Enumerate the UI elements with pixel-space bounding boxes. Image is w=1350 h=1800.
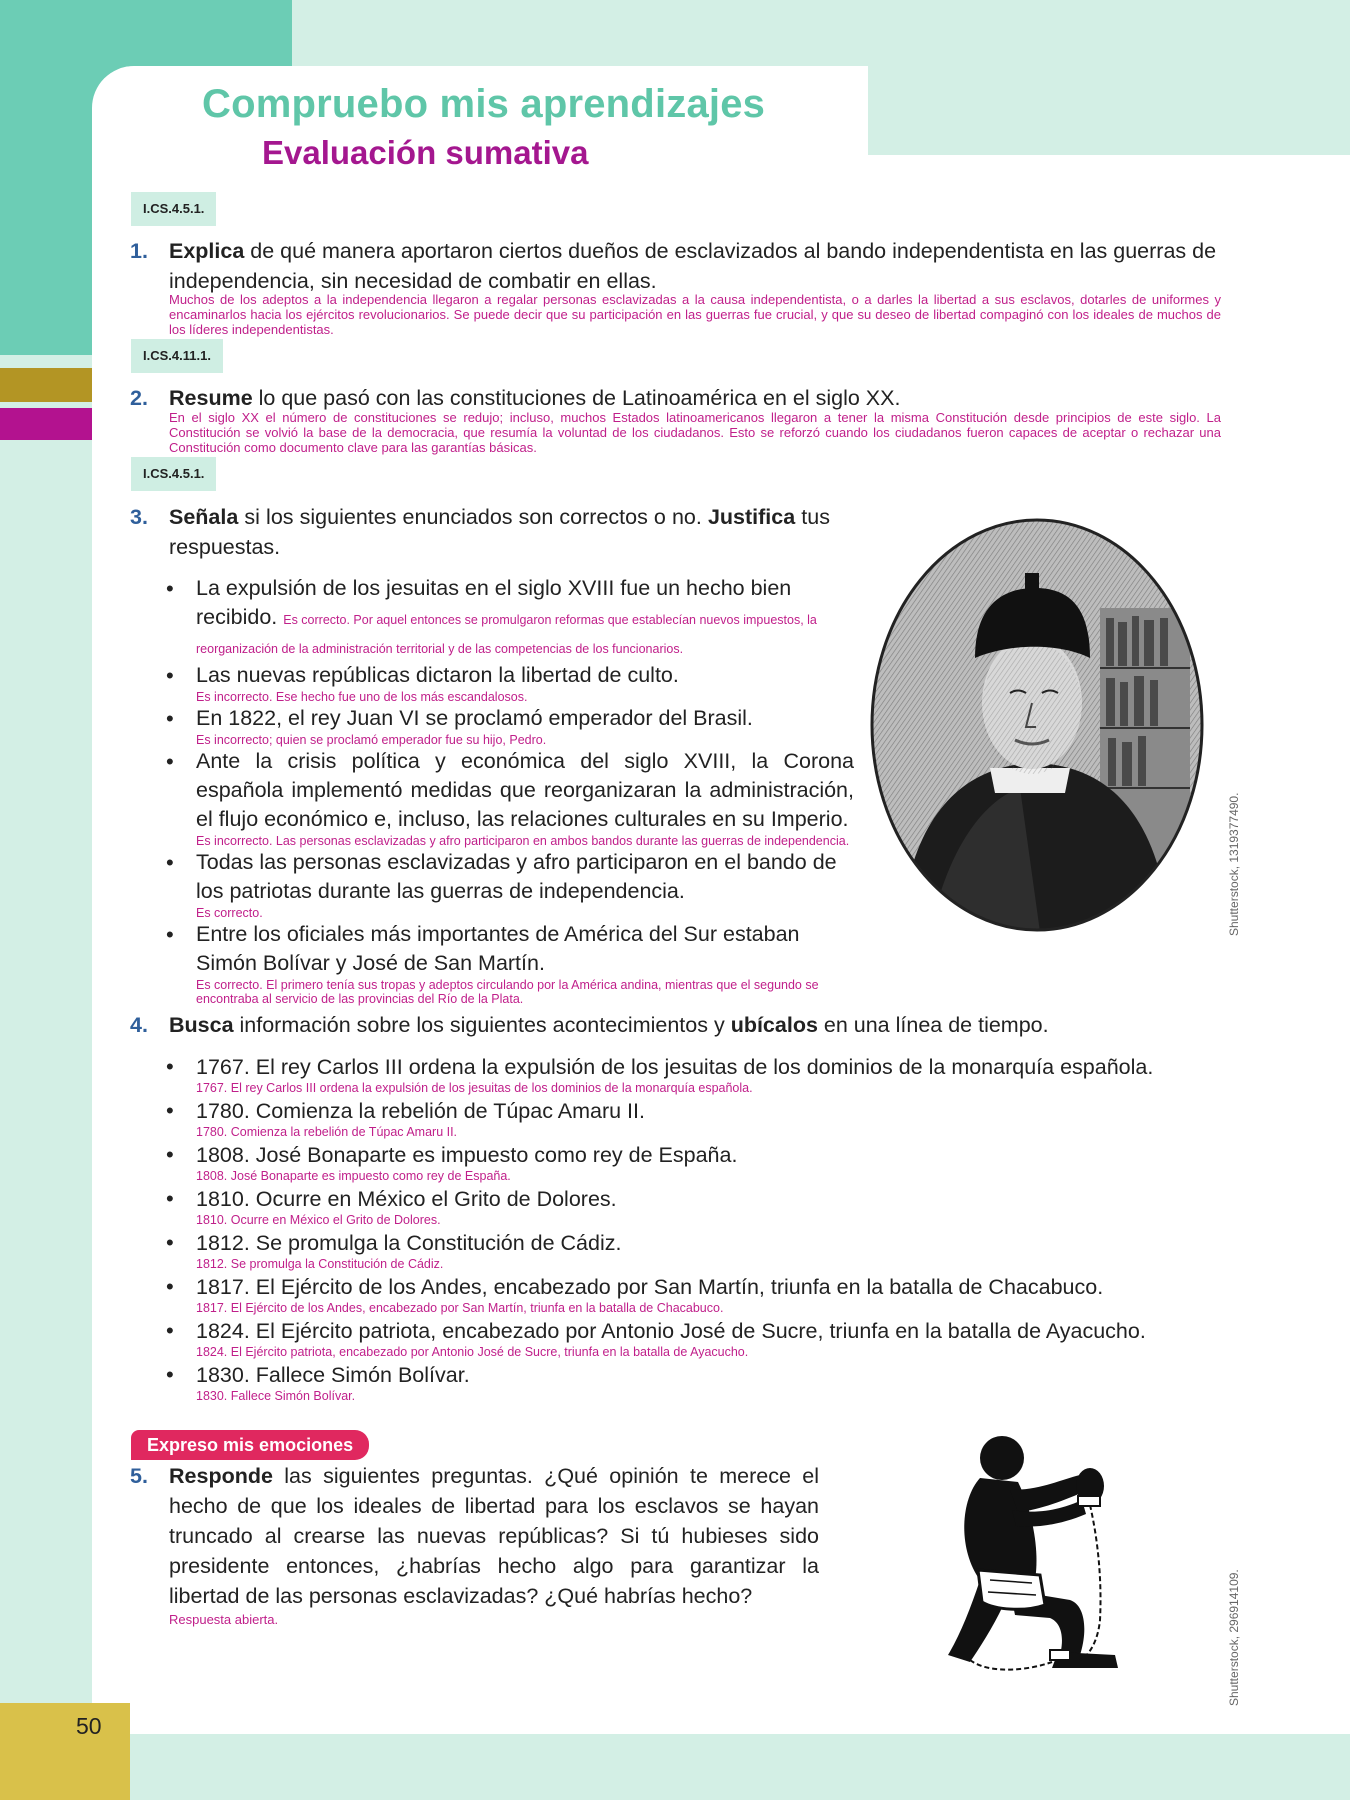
- list-item: [164, 574, 854, 661]
- question-text: tus respuestas.: [169, 505, 830, 559]
- question-3: [130, 502, 830, 562]
- page-subtitle: Evaluación sumativa: [262, 134, 589, 171]
- page-number: 50: [76, 1713, 102, 1739]
- question-number: 1.: [130, 239, 148, 263]
- question-verb: Busca: [169, 1013, 234, 1037]
- question-1: [130, 236, 1230, 296]
- statement-text: Las nuevas repúblicas dictaron la libertad de culto.: [196, 663, 679, 687]
- decorative-stripe-olive: [0, 368, 92, 402]
- event-text: 1824. El Ejército patriota, encabezado por Antonio José de Sucre, triunfa en la batalla de Ayacucho.: [196, 1319, 1146, 1343]
- question-text: información sobre los siguientes acontecimientos y: [233, 1013, 731, 1037]
- event-text: 1830. Fallece Simón Bolívar.: [196, 1363, 470, 1387]
- question-number: 5.: [130, 1464, 148, 1488]
- answer-text: 1810. Ocurre en México el Grito de Dolores.: [196, 1213, 441, 1227]
- timeline-events-list: [164, 1053, 1224, 1405]
- question-text: si los siguientes enunciados son correctos o no.: [238, 505, 708, 529]
- list-item: [164, 1361, 1224, 1403]
- enslaved-man-illustration: [940, 1430, 1150, 1690]
- page-title: Compruebo mis aprendizajes: [202, 82, 766, 126]
- question-2: [130, 383, 1230, 413]
- question-text: en una línea de tiempo.: [817, 1013, 1049, 1037]
- header-tab-background: [868, 0, 1350, 155]
- list-item: [164, 704, 854, 747]
- question-number: 4.: [130, 1013, 148, 1037]
- indicator-tag: I.CS.4.5.1.: [131, 192, 216, 226]
- question-text: lo que pasó con las constituciones de Latinoamérica en el siglo XX.: [252, 386, 901, 410]
- answer-text: Es incorrecto; quien se proclamó emperador fue su hijo, Pedro.: [196, 733, 547, 747]
- question-5: [130, 1461, 830, 1611]
- answer-text: En el siglo XX el número de constituciones se redujo; incluso, muchos Estados latinoamericanos llegaron a tener la misma Constitución desde principios de este siglo. La Constitución se volvió la base de la democracia, que resumía la voluntad de los ciudadanos. Esto se reforzó cuando los ciudadanos fueron capaces de aceptar o rechazar una Constitución como documento clave para las garantías básicas.: [169, 410, 1221, 455]
- image-credit: Shutterstock, 296914109.: [1227, 1569, 1241, 1706]
- event-text: 1767. El rey Carlos III ordena la expulsión de los jesuitas de los dominios de la monarquía española.: [196, 1055, 1154, 1079]
- indicator-tag: I.CS.4.11.1.: [131, 339, 223, 373]
- question-verb: Justifica: [707, 505, 796, 529]
- question-4: [130, 1010, 1230, 1040]
- answer-text: 1780. Comienza la rebelión de Túpac Amaru II.: [196, 1125, 458, 1139]
- indicator-tag: I.CS.4.5.1.: [131, 457, 216, 491]
- list-item: [164, 1141, 1224, 1183]
- answer-text: Es correcto.: [196, 906, 263, 920]
- statement-text: Todas las personas esclavizadas y afro participaron en el bando de los patriotas durante las guerras de independencia.: [196, 850, 837, 903]
- event-text: 1780. Comienza la rebelión de Túpac Amaru II.: [196, 1099, 645, 1123]
- event-text: 1812. Se promulga la Constitución de Cádiz.: [196, 1231, 622, 1255]
- answer-text: 1812. Se promulga la Constitución de Cádiz.: [196, 1257, 444, 1271]
- list-item: [164, 747, 854, 848]
- question-verb: Explica: [169, 239, 245, 263]
- image-credit: Shutterstock, 1319377490.: [1227, 792, 1241, 936]
- answer-text: Es correcto. El primero tenía sus tropas y adeptos circulando por la América andina, mientras que el segundo se encontraba al servicio de las provincias del Río de la Plata.: [196, 978, 819, 1006]
- event-text: 1810. Ocurre en México el Grito de Dolores.: [196, 1187, 617, 1211]
- list-item: [164, 1097, 1224, 1139]
- list-item: [164, 1185, 1224, 1227]
- question-text: de qué manera aportaron ciertos dueños de esclavizados al bando independentista en las guerras de independencia, sin necesidad de combatir en ellas.: [169, 239, 1217, 293]
- list-item: [164, 848, 854, 920]
- answer-text: Es incorrecto. Las personas esclavizadas y afro participaron en ambos bandos durante las guerras de independencia.: [196, 834, 850, 848]
- decorative-stripe-magenta: [0, 408, 92, 440]
- statement-text: Entre los oficiales más importantes de América del Sur estaban Simón Bolívar y José de San Martín.: [196, 922, 800, 975]
- answer-text: Respuesta abierta.: [169, 1612, 279, 1627]
- event-text: 1817. El Ejército de los Andes, encabezado por San Martín, triunfa en la batalla de Chacabuco.: [196, 1275, 1104, 1299]
- list-item: [164, 1317, 1224, 1359]
- event-text: 1808. José Bonaparte es impuesto como rey de España.: [196, 1143, 738, 1167]
- question-verb: ubícalos: [730, 1013, 818, 1037]
- emotions-badge: Expreso mis emociones: [131, 1430, 369, 1460]
- statement-text: Ante la crisis política y económica del siglo XVIII, la Corona española implementó medidas que reorganizaran la administración, el flujo económico e, incluso, las relaciones culturales en su Imperio.: [196, 749, 854, 831]
- answer-text: Es correcto. Por aquel entonces se promulgaron reformas que establecían nuevos impuestos, la reorganización de la administración territorial y de las competencias de los funcionarios.: [196, 613, 817, 656]
- question-text: las siguientes preguntas. ¿Qué opinión te merece el hecho de que los ideales de libertad para los esclavos se hayan truncado al crearse las nuevas repúblicas? Si tú hubieses sido presidente entonces, ¿habrías hecho algo para garantizar la libertad de las personas esclavizadas? ¿Qué habrías hecho?: [169, 1464, 819, 1608]
- question-number: 3.: [130, 505, 148, 529]
- jesuit-portrait-image: [870, 518, 1204, 932]
- question-number: 2.: [130, 386, 148, 410]
- question-verb: Señala: [169, 505, 239, 529]
- list-item: [164, 1273, 1224, 1315]
- statement-text: En 1822, el rey Juan VI se proclamó emperador del Brasil.: [196, 706, 753, 730]
- question-verb: Resume: [169, 386, 253, 410]
- answer-text: 1817. El Ejército de los Andes, encabezado por San Martín, triunfa en la batalla de Chacabuco.: [196, 1301, 724, 1315]
- question-verb: Responde: [169, 1464, 273, 1488]
- statement-text: La expulsión de los jesuitas en el siglo XVIII fue un hecho bien recibido.: [196, 576, 792, 629]
- answer-text: Es incorrecto. Ese hecho fue uno de los más escandalosos.: [196, 690, 528, 704]
- list-item: [164, 920, 854, 1006]
- answer-text: Muchos de los adeptos a la independencia llegaron a regalar personas esclavizadas a la causa independentista, o a darles la libertad a sus esclavos, dotarles de uniformes y encaminarlos hacia los ejércitos revolucionarios. Se puede decir que su participación en las guerras fue crucial, y que su deseo de libertad compaginó con los ideales de muchos de los líderes independentistas.: [169, 292, 1221, 337]
- header-tab-corner: [808, 66, 868, 155]
- answer-text: 1830. Fallece Simón Bolívar.: [196, 1389, 356, 1403]
- list-item: [164, 1229, 1224, 1271]
- answer-text: 1767. El rey Carlos III ordena la expulsión de los jesuitas de los dominios de la monarquía española.: [196, 1081, 753, 1095]
- answer-text: 1808. José Bonaparte es impuesto como rey de España.: [196, 1169, 511, 1183]
- list-item: [164, 661, 854, 704]
- statement-list: [164, 574, 854, 1006]
- list-item: [164, 1053, 1224, 1095]
- answer-text: 1824. El Ejército patriota, encabezado por Antonio José de Sucre, triunfa en la batalla de Ayacucho.: [196, 1345, 749, 1359]
